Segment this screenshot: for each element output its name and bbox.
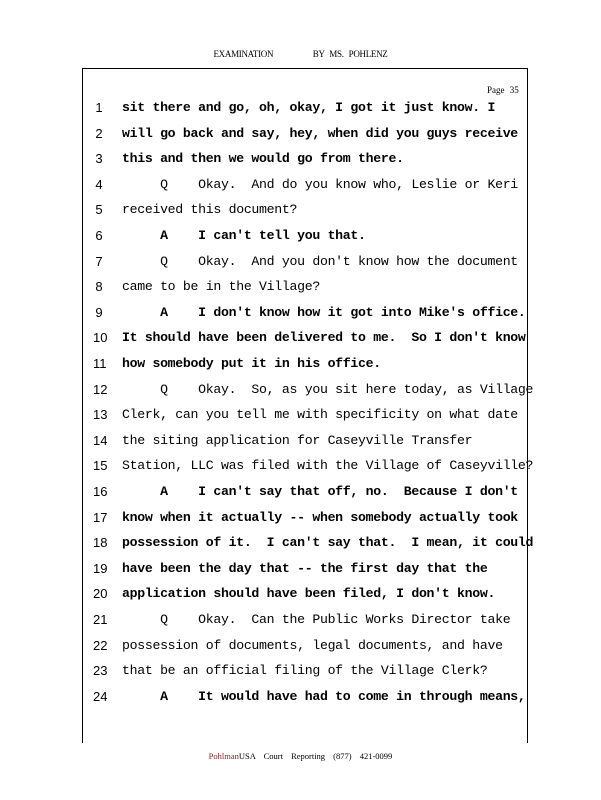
transcript-line xyxy=(0,382,601,407)
line-number: 1 xyxy=(95,100,103,115)
line-number: 21 xyxy=(93,612,108,627)
footer-brand-suffix: USA xyxy=(238,751,256,761)
transcript-line xyxy=(0,330,601,355)
line-text: Q Okay. Can the Public Works Director take xyxy=(122,612,511,627)
transcript-line xyxy=(0,151,601,176)
line-text: A I don't know how it got into Mike's office. xyxy=(122,304,526,320)
transcript-line xyxy=(0,689,601,714)
transcript-line xyxy=(0,586,601,611)
line-text: will go back and say, hey, when did you guys receive xyxy=(122,125,518,141)
line-text: the siting application for Caseyville Transfer xyxy=(122,432,473,448)
transcript-line xyxy=(0,177,601,202)
line-number: 14 xyxy=(93,432,108,448)
line-number: 9 xyxy=(95,304,103,320)
line-text: Q Okay. And do you know who, Leslie or Keri xyxy=(122,176,518,192)
line-text: Station, LLC was filed with the Village of Caseyville? xyxy=(122,458,534,474)
line-text: came to be in the Village? xyxy=(122,279,320,295)
transcript-line xyxy=(0,356,601,381)
transcript-line xyxy=(0,228,601,253)
transcript-line xyxy=(0,510,601,535)
line-text: know when it actually -- when somebody actually took xyxy=(122,509,518,525)
line-number: 17 xyxy=(93,509,108,525)
line-text: application should have been filed, I don't know. xyxy=(122,586,496,602)
line-text: A I can't say that off, no. Because I don't xyxy=(122,484,518,499)
page-header xyxy=(0,49,601,59)
line-number: 12 xyxy=(93,381,108,397)
line-number: 19 xyxy=(93,560,108,576)
header-section: EXAMINATION xyxy=(213,49,274,59)
transcript-line xyxy=(0,433,601,458)
line-number: 6 xyxy=(95,228,103,243)
transcript-line xyxy=(0,202,601,227)
line-number: 8 xyxy=(95,279,103,295)
line-text: It should have been delivered to me. So I don't know xyxy=(122,330,526,346)
line-number: 7 xyxy=(95,253,103,269)
line-number: 18 xyxy=(93,535,108,551)
transcript-line xyxy=(0,561,601,586)
transcript-line xyxy=(0,535,601,560)
line-text: Q Okay. So, as you sit here today, as Village xyxy=(122,381,534,397)
line-text: Clerk, can you tell me with specificity on what date xyxy=(122,407,518,423)
line-text: Q Okay. And you don't know how the document xyxy=(122,253,518,269)
line-text: this and then we would go from there. xyxy=(122,151,404,167)
header-examiner: BY MS. POHLENZ xyxy=(312,49,388,59)
line-number: 15 xyxy=(93,458,108,474)
transcript-line xyxy=(0,100,601,125)
page-number: Page 35 xyxy=(487,85,519,95)
transcript-line xyxy=(0,638,601,663)
transcript-line xyxy=(0,254,601,279)
line-number: 10 xyxy=(93,330,108,346)
line-text: how somebody put it in his office. xyxy=(122,356,381,371)
line-number: 5 xyxy=(95,202,103,218)
transcript-line xyxy=(0,612,601,637)
line-number: 22 xyxy=(93,637,108,653)
line-number: 16 xyxy=(93,484,108,499)
line-text: that be an official filing of the Village Clerk? xyxy=(122,663,488,679)
transcript-line xyxy=(0,305,601,330)
line-number: 2 xyxy=(95,125,103,141)
line-text: A It would have had to come in through means, xyxy=(122,688,526,704)
line-text: sit there and go, oh, okay, I got it just know. I xyxy=(122,100,496,115)
line-text: have been the day that -- the first day that the xyxy=(122,560,488,576)
page-footer xyxy=(0,751,601,761)
line-number: 23 xyxy=(93,663,108,679)
transcript-line xyxy=(0,663,601,688)
line-text: possession of documents, legal documents, and have xyxy=(122,637,503,653)
transcript-line xyxy=(0,126,601,151)
footer-contact: Court Reporting (877) 421-0099 xyxy=(263,751,393,761)
line-number: 20 xyxy=(93,586,108,602)
line-text: received this document? xyxy=(122,202,298,218)
line-number: 11 xyxy=(93,356,107,371)
transcript-line xyxy=(0,484,601,509)
line-number: 4 xyxy=(95,176,103,192)
line-text: A I can't tell you that. xyxy=(122,228,366,243)
transcript-line xyxy=(0,458,601,483)
line-number: 3 xyxy=(95,151,103,167)
line-number: 24 xyxy=(93,688,108,704)
transcript-line xyxy=(0,407,601,432)
line-number: 13 xyxy=(93,407,108,423)
line-text: possession of it. I can't say that. I mean, it could xyxy=(122,535,534,551)
footer-brand: Pohlman xyxy=(208,751,239,761)
transcript-line xyxy=(0,279,601,304)
